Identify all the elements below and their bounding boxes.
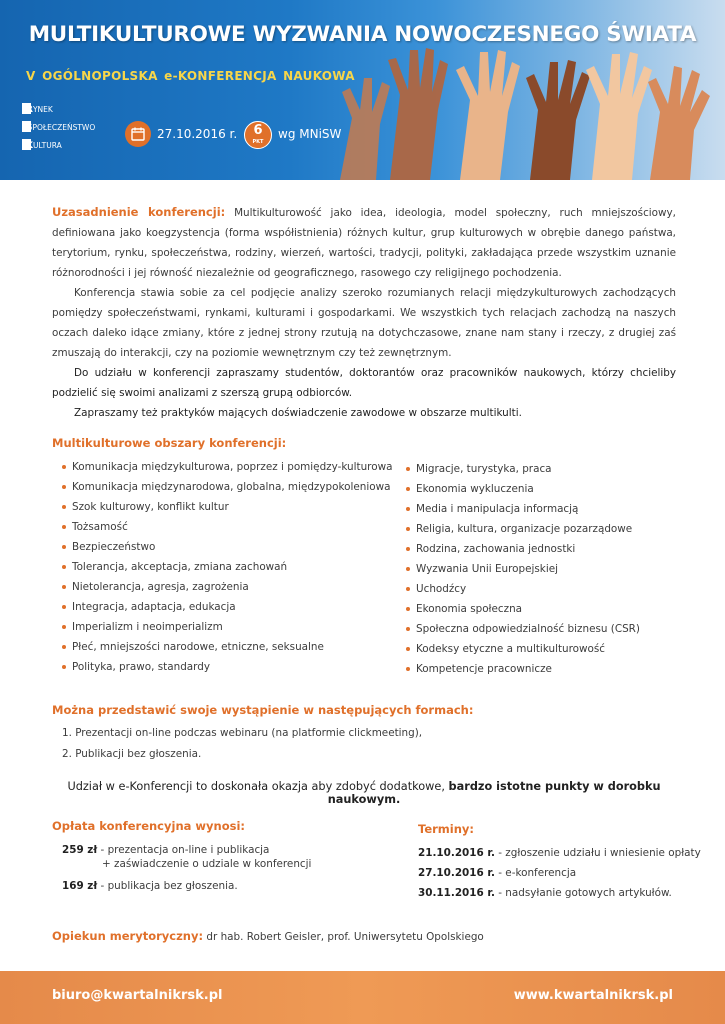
areas-list-right <box>406 459 640 679</box>
conference-date: 27.10.2016 r. <box>157 127 238 141</box>
intro-paragraph-4: Zapraszamy też praktyków mających doświadczenie zawodowe w obszarze multikulti. <box>74 407 522 419</box>
list-item: Ekonomia wykluczenia <box>406 479 640 499</box>
term-row <box>418 887 672 899</box>
footer-email-link[interactable]: biuro@kwartalnikrsk.pl <box>52 988 223 1003</box>
list-item: Migracje, turystyka, praca <box>406 459 640 479</box>
intro-paragraph-1 <box>52 202 676 283</box>
list-item: Bezpieczeństwo <box>62 537 392 557</box>
areas-heading: Multikulturowe obszary konferencji: <box>52 436 287 450</box>
points-badge <box>244 121 272 149</box>
list-item: Komunikacja międzynarodowa, globalna, międzypokoleniowa <box>62 477 392 497</box>
terms-heading: Terminy: <box>418 822 474 836</box>
fee-desc-1b: + zaświadczenie o udziale w konferencji <box>102 858 312 870</box>
fee-amount-2: 169 zł <box>62 880 98 892</box>
term-text: - nadsyłanie gotowych artykułów. <box>494 887 672 899</box>
list-item: Wyzwania Unii Europejskiej <box>406 559 640 579</box>
list-item: Komunikacja międzykulturowa, poprzez i pomiędzy-kulturowa <box>62 457 392 477</box>
term-text: - e-konferencja <box>494 867 577 879</box>
footer-website-link[interactable]: www.kwartalnikrsk.pl <box>513 988 673 1003</box>
intro-paragraph-3: Do udziału w konferencji zapraszamy studentów, doktorantów oraz pracowników naukowych, którzy chcieliby podzielić się swoimi analizami z szerszą grupą odbiorców. <box>52 367 676 399</box>
intro-lead-label: Uzasadnienie konferencji: <box>52 205 226 219</box>
list-item: Integracja, adaptacja, edukacja <box>62 597 392 617</box>
forms-heading: Można przedstawić swoje wystąpienie w następujących formach: <box>52 703 474 717</box>
list-item: Szok kulturowy, konflikt kultur <box>62 497 392 517</box>
term-date: 30.11.2016 r. <box>418 887 495 899</box>
term-date: 21.10.2016 r. <box>418 847 495 859</box>
forms-list <box>62 723 422 765</box>
fee-heading: Opłata konferencyjna wynosi: <box>52 819 245 833</box>
list-item: Polityka, prawo, standardy <box>62 657 392 677</box>
term-text: - zgłoszenie udziału i wniesienie opłaty <box>494 847 701 859</box>
points-source: wg MNiSW <box>278 127 342 141</box>
points-statement-text: Udział w e-Konferencji to doskonała okazja aby zdobyć dodatkowe, <box>67 780 445 793</box>
supervisor-name: dr hab. Robert Geisler, prof. Uniwersytetu Opolskiego <box>203 931 484 943</box>
term-row <box>418 867 576 879</box>
list-item: Imperializm i neoimperializm <box>62 617 392 637</box>
supervisor <box>52 929 484 943</box>
list-item: Nietolerancja, agresja, zagrożenia <box>62 577 392 597</box>
conference-subtitle: V OGÓLNOPOLSKA e-KONFERENCJA NAUKOWA <box>26 69 355 83</box>
list-item: Kodeksy etyczne a multikulturowość <box>406 639 640 659</box>
list-item: 2. Publikacji bez głoszenia. <box>62 748 202 760</box>
header-banner <box>0 0 725 180</box>
footer-bar <box>0 971 725 1024</box>
list-item: Płeć, mniejszości narodowe, etniczne, seksualne <box>62 637 392 657</box>
list-item: Kompetencje pracownicze <box>406 659 640 679</box>
rsk-logo: RYNEK SPOŁECZEŃSTWO KULTURA <box>22 103 122 157</box>
points-label: PKT <box>252 139 264 145</box>
intro-section <box>52 202 676 423</box>
areas-list-left <box>62 457 392 677</box>
list-item: 1. Prezentacji on-line podczas webinaru (na platformie clickmeeting), <box>62 727 423 739</box>
fee-desc-2: - publikacja bez głoszenia. <box>97 880 238 892</box>
list-item: Media i manipulacja informacją <box>406 499 640 519</box>
points-statement-bold: bardzo istotne punkty w dorobku naukowym. <box>327 780 661 806</box>
list-item: Tożsamość <box>62 517 392 537</box>
fee-option-1 <box>62 843 311 871</box>
intro-text-1: Multikulturowość jako idea, ideologia, model społeczny, ruch mniejszościowy, definiowana jako koegzystencja (forma współistnienia) różnych kultur, grup kulturowych w obrębie danego państwa, terytorium, rynku, społeczeństwa, rodziny, wierzeń, wartości, tradycji, polityki, zakładająca przede wszystkim uznanie różnorodności i jej równość niezależnie od geograficznego, rasowego czy religijnego pochodzenia. <box>52 207 676 279</box>
conference-title: MULTIKULTUROWE WYZWANIA NOWOCZESNEGO ŚWIATA <box>28 22 697 47</box>
list-item: Rodzina, zachowania jednostki <box>406 539 640 559</box>
list-item: Ekonomia społeczna <box>406 599 640 619</box>
list-item: Religia, kultura, organizacje pozarządowe <box>406 519 640 539</box>
calendar-icon <box>125 121 151 147</box>
list-item: Uchodźcy <box>406 579 640 599</box>
term-date: 27.10.2016 r. <box>418 867 495 879</box>
supervisor-label: Opiekun merytoryczny: <box>52 929 204 943</box>
fee-desc-1: - prezentacja on-line i publikacja <box>97 844 270 856</box>
term-row <box>418 847 701 859</box>
list-item: Tolerancja, akceptacja, zmiana zachowań <box>62 557 392 577</box>
list-item: Społeczna odpowiedzialność biznesu (CSR) <box>406 619 640 639</box>
points-statement <box>52 780 676 806</box>
points-number: 6 <box>253 123 263 138</box>
fee-option-2 <box>62 879 238 893</box>
intro-paragraph-2: Konferencja stawia sobie za cel podjęcie analizy szeroko rozumianych relacji międzykulturowych zachodzących pomiędzy społeczeństwami, rynkami, kulturami i gospodarkami. We wszystkich tych relacjach zachodzą na naszych oczach daleko idące zmiany, które z jednej strony rzutują na dotychczasowe, znane nam stany i rzeczy, z drugiej zaś zmuszają do interakcji, czy na poziomie wewnętrznym czy też zewnętrznym. <box>52 287 676 359</box>
fee-amount-1: 259 zł <box>62 844 98 856</box>
